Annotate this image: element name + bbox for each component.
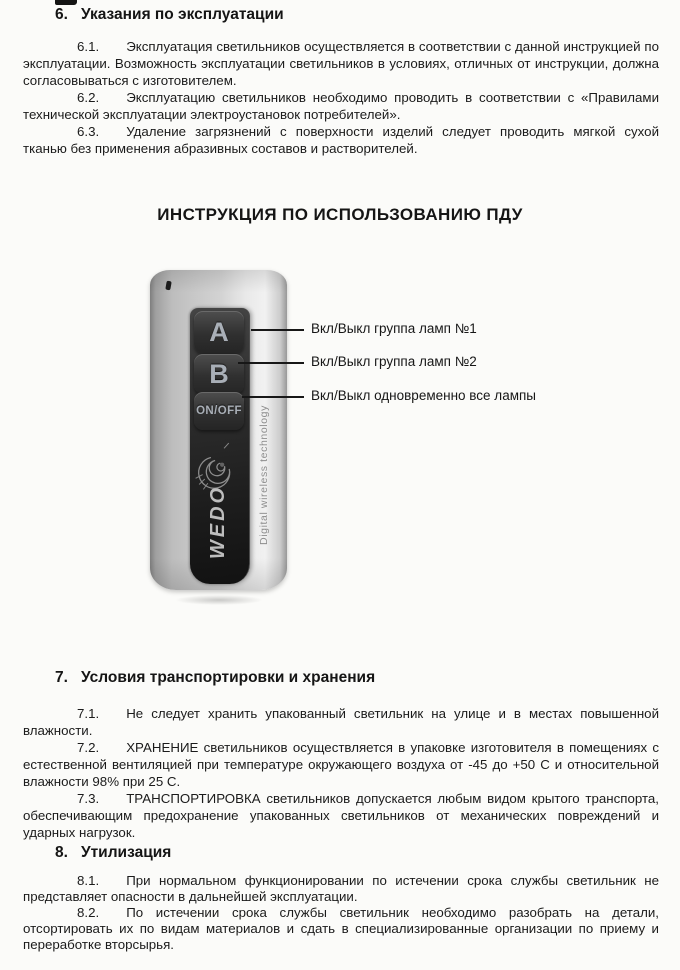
paragraph <box>23 739 659 790</box>
led-indicator <box>165 281 171 291</box>
callout-label-2: Вкл/Выкл группа ламп №2 <box>311 354 477 369</box>
remote-button-b: B <box>194 354 244 394</box>
section-6-body <box>23 38 659 157</box>
paragraph <box>23 790 659 841</box>
paragraph-number: 6.1. <box>77 39 100 54</box>
callout-line-3 <box>242 396 304 398</box>
remote-figure <box>0 262 680 644</box>
section-7-body <box>23 705 659 841</box>
pdu-instruction-heading: ИНСТРУКЦИЯ ПО ИСПОЛЬЗОВАНИЮ ПДУ <box>157 205 523 224</box>
remote-shadow <box>158 593 280 607</box>
callout-label-1: Вкл/Выкл группа ламп №1 <box>311 321 477 336</box>
paragraph-number: 8.2. <box>77 905 100 920</box>
paragraph <box>23 873 659 905</box>
paragraph-number: 6.3. <box>77 124 100 139</box>
section-title: Указания по эксплуатации <box>80 6 284 23</box>
paragraph-text: Удаление загрязнений с поверхности изделий следует проводить мягкой сухой тканью без применения абразивных составов и растворителей. <box>23 124 659 156</box>
callout-line-1 <box>251 329 304 331</box>
paragraph-text: Эксплуатацию светильников необходимо проводить в соответствии с «Правилами технической эксплуатации электроустановок потребителей». <box>23 90 659 122</box>
side-text: Digital wireless technology <box>258 405 270 545</box>
remote-button-a: A <box>194 311 244 353</box>
callout-line-2 <box>238 362 304 364</box>
scan-artifact <box>55 0 77 5</box>
button-strip <box>190 308 250 584</box>
section-6-heading <box>55 6 284 24</box>
paragraph <box>23 705 659 739</box>
callout-label-3: Вкл/Выкл одновременно все лампы <box>311 388 536 403</box>
paragraph-text: При нормальном функционировании по истечении срока службы светильник не представляет опасности в дальнейшей эксплуатации. <box>23 873 659 904</box>
section-title: Условия транспортировки и хранения <box>80 669 376 686</box>
section-7-heading <box>55 669 375 687</box>
paragraph-text: ХРАНЕНИЕ светильников осуществляется в упаковке изготовителя в помещениях с естественной вентиляцией при температуре окружающего воздуха от -45 до +50 С и относительной влажности 98% при 25 С. <box>23 740 659 789</box>
section-number: 8. <box>55 844 68 861</box>
paragraph-text: ТРАНСПОРТИРОВКА светильников допускается любым видом крытого транспорта, обеспечивающим предохранение упакованных светильников от механических повреждений и ударных нагрузок. <box>23 791 659 840</box>
paragraph <box>23 38 659 89</box>
paragraph-number: 6.2. <box>77 90 100 105</box>
paragraph-number: 7.1. <box>77 706 100 721</box>
paragraph-text: По истечении срока службы светильник необходимо разобрать на детали, отсортировать их по видам материалов и сдать в специализированные организации по приему и переработке вторсырья. <box>23 905 659 952</box>
section-title: Утилизация <box>80 844 172 861</box>
paragraph-number: 8.1. <box>77 873 100 888</box>
paragraph <box>23 123 659 157</box>
section-number: 6. <box>55 6 68 23</box>
section-number: 7. <box>55 669 68 686</box>
paragraph <box>23 905 659 953</box>
paragraph-number: 7.2. <box>77 740 100 755</box>
paragraph <box>23 89 659 123</box>
brand-text: WEDO <box>207 484 229 560</box>
paragraph-number: 7.3. <box>77 791 100 806</box>
paragraph-text: Не следует хранить упакованный светильник на улице и в местах повышенной влажности. <box>23 706 659 738</box>
remote-photo <box>150 270 287 590</box>
paragraph-text: Эксплуатация светильников осуществляется в соответствии с данной инструкцией по эксплуатации. Возможность эксплуатации светильников в условиях, отличных от инструкции, должна согласовываться с изготовителем. <box>23 39 659 88</box>
remote-button-onoff: ON/OFF <box>194 392 244 430</box>
section-8-body <box>23 873 659 953</box>
section-8-heading <box>55 844 171 862</box>
